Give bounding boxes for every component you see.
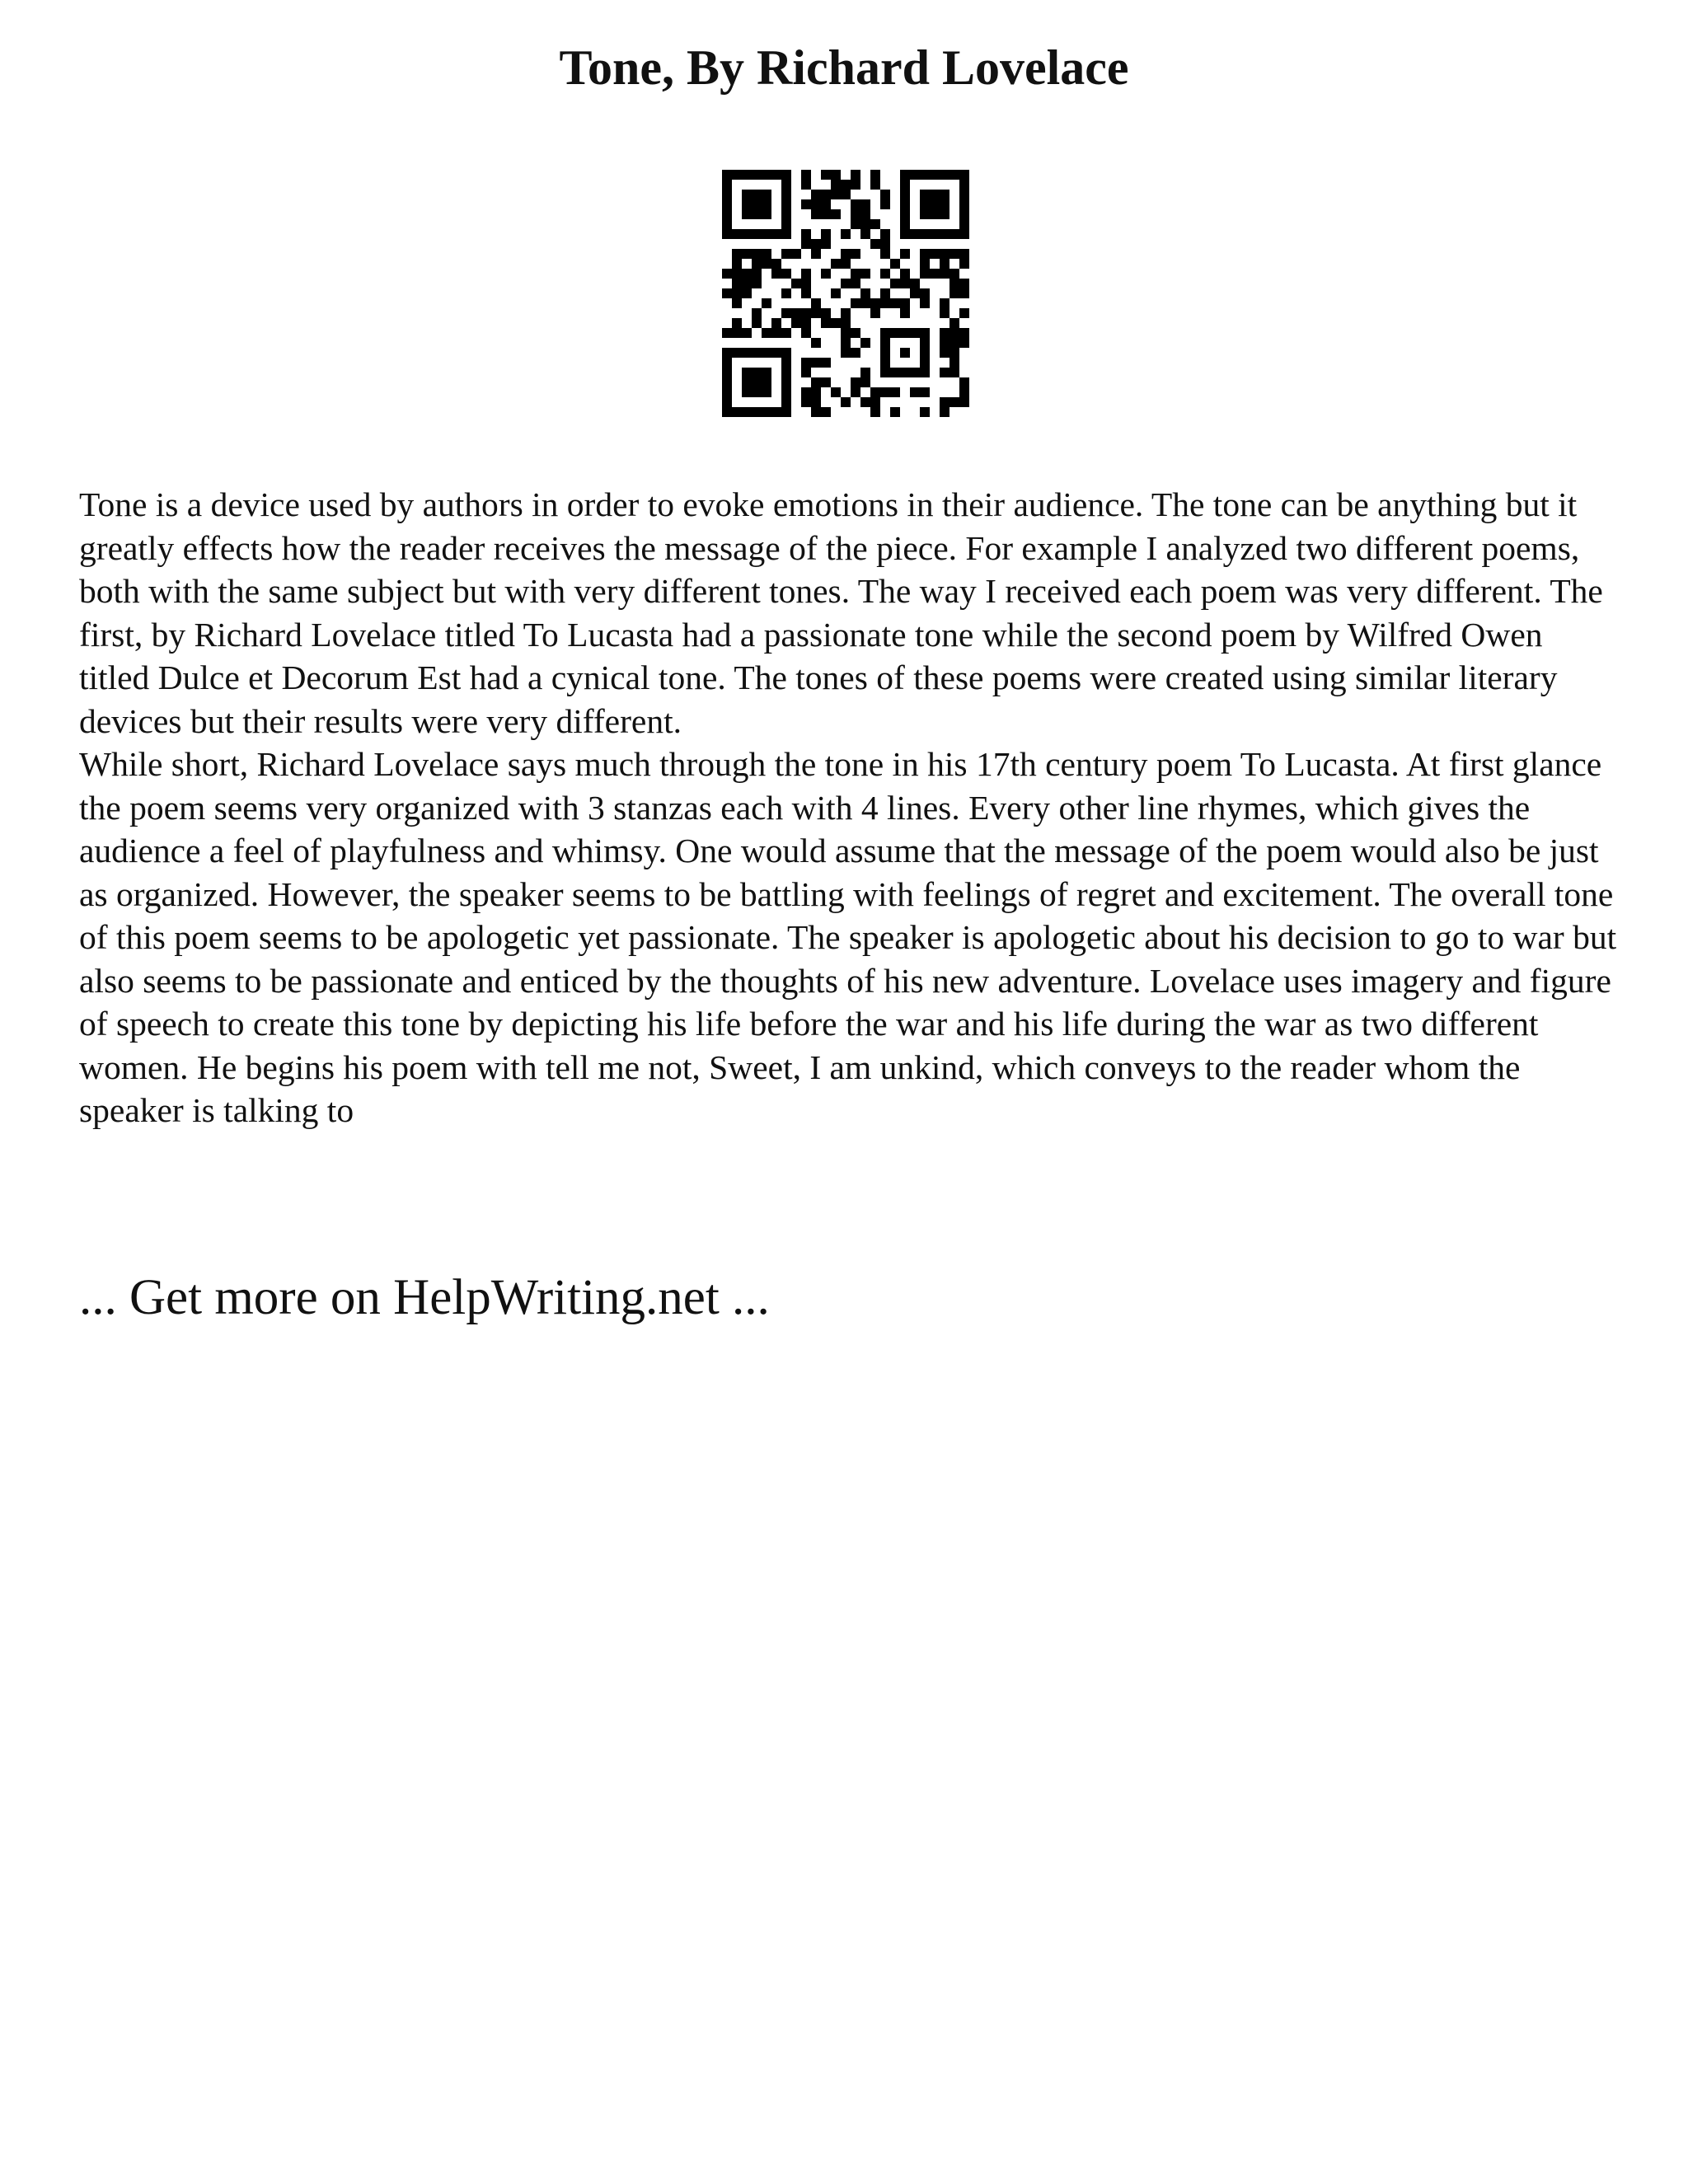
page-title: Tone, By Richard Lovelace xyxy=(559,40,1129,95)
get-more-link[interactable]: ... Get more on HelpWriting.net ... xyxy=(79,1270,770,1325)
paragraph-2: While short, Richard Lovelace says much through the tone in his 17th century poem To Lucasta. At first glance the poem seems very organized with 3 stanzas each with 4 lines. Every other line rhymes, which gives the audience a feel of playfulness and whimsy. One would assume that the message of the poem would also be just as organized. However, the speaker seems to be battling with feelings of regret and excitement. The overall tone of this poem seems to be apologetic yet passionate. The speaker is apologetic about his decision to go to war but also seems to be passionate and enticed by the thoughts of his new adventure. Lovelace uses imagery and figure of speech to create this tone by depicting his life before the war and his life during the war as two different women. He begins his poem with tell me not, Sweet, I am unkind, which conveys to the reader whom the speaker is talking to xyxy=(79,745,1617,1129)
paragraph-1: Tone is a device used by authors in order to evoke emotions in their audience. The tone can be anything but it greatly effects how the reader receives the message of the piece. For example I analyzed two different poems, both with the same subject but with very different tones. The way I received each poem was very different. The first, by Richard Lovelace titled To Lucasta had a passionate tone while the second poem by Wilfred Owen titled Dulce et Decorum Est had a cynical tone. The tones of these poems were created using similar literary devices but their results were very different. xyxy=(79,485,1603,740)
essay-body xyxy=(79,483,1620,1132)
qr-code-icon xyxy=(722,170,969,417)
